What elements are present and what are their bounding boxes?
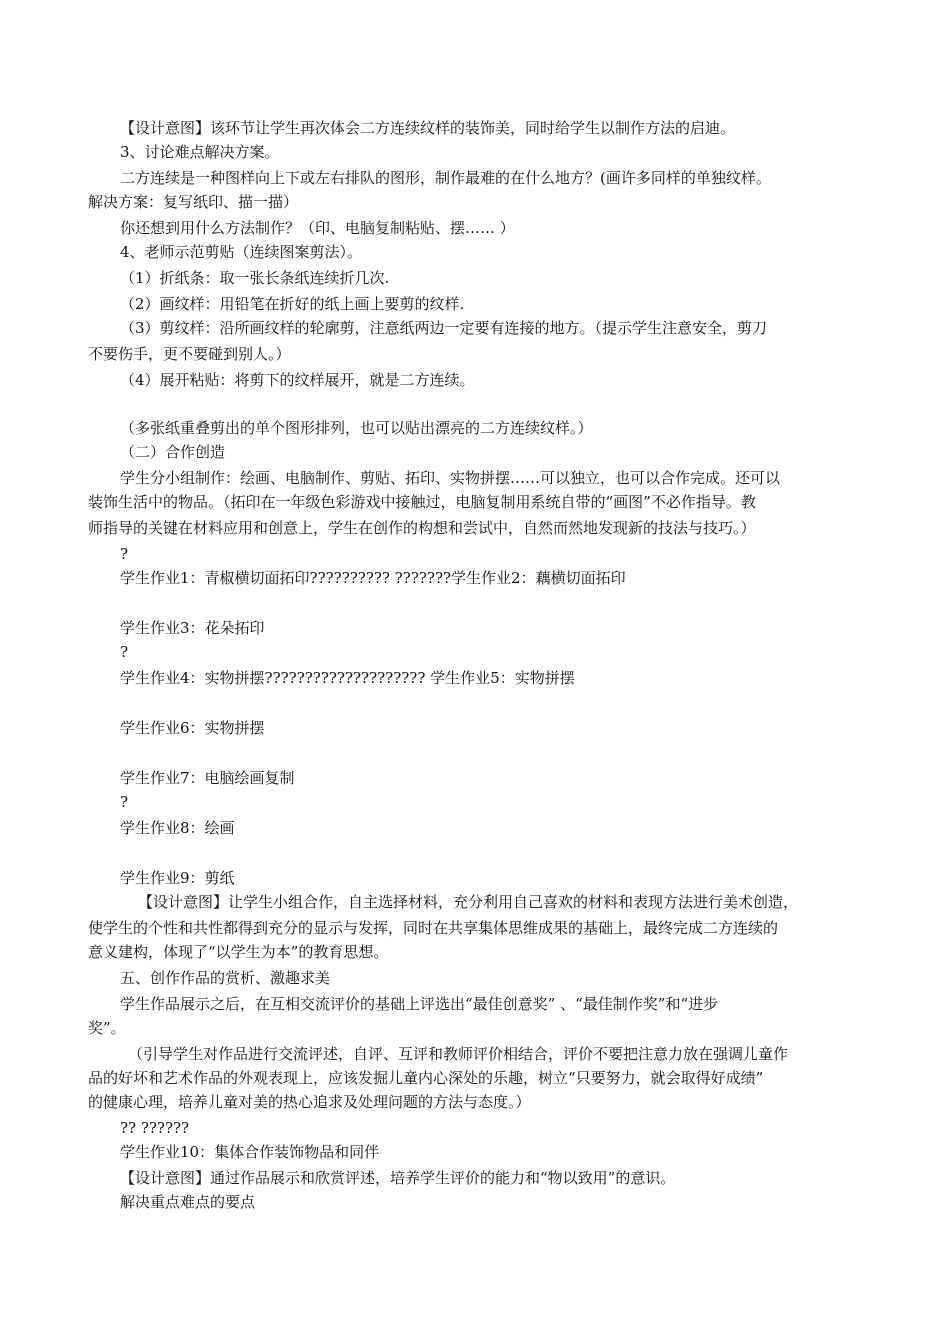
paragraph-line: 奖”。 [88,1019,126,1037]
student-work-caption: 学生作业6：实物拼摆 [120,719,265,737]
student-work-caption: 学生作业4：实物拼摆???????????????????? 学生作业5：实物拼摆 [120,669,575,687]
paragraph-line: 师指导的关键在材料应用和创意上，学生在创作的构想和尝试中，自然而然地发现新的技法与技巧。） [88,519,756,537]
paragraph-line: 的健康心理，培养儿童对美的热心追求及处理问题的方法与态度。） [88,1093,531,1111]
paragraph-line: 使学生的个性和共性都得到充分的显示与发挥，同时在共享集体思维成果的基础上，最终完成二方连续的 [88,919,779,937]
student-work-caption: 学生作业9：剪纸 [120,869,235,887]
image-placeholder-mark: ? [120,643,129,661]
image-placeholder-mark: ? [120,793,129,811]
section-heading-five: 五、创作作品的赏析、激趣求美 [120,969,331,987]
paragraph-line: 二方连续是一种图样向上下或左右排队的图形，制作最难的在什么地方？(画许多同样的单独纹样。 [120,169,771,187]
image-placeholder-mark: ? [120,545,129,563]
list-item: （4）展开粘贴：将剪下的纹样展开，就是二方连续。 [120,371,475,389]
paragraph-line: （引导学生对作品进行交流评述，自评、互评和教师评价相结合，评价不要把注意力放在强调儿童作 [128,1045,789,1063]
paragraph-line: 你还想到用什么方法制作？（印、电脑复制粘贴、摆…… ） [120,219,515,237]
step-4-heading: 4、老师示范剪贴（连续图案剪法）。 [120,243,363,261]
list-item: （3）剪纹样：沿所画纹样的轮廓剪，注意纸两边一定要有连接的地方。（提示学生注意安全，剪刀 [120,319,768,337]
list-item: （2）画纹样：用铅笔在折好的纸上画上要剪的纹样. [120,295,465,313]
paragraph-line: 品的好坏和艺术作品的外观表现上，应该发掘儿童内心深处的乐趣，树立“只要努力，就会取得好成绩” [88,1069,764,1087]
student-work-caption: 学生作业1：青椒横切面拓印?????????? ???????学生作业2：藕横切面拓印 [120,569,626,587]
student-work-caption: 学生作业8：绘画 [120,819,235,837]
section-heading-cooperation: （二）合作创造 [120,443,226,461]
paragraph-line: 学生分小组制作：绘画、电脑制作、剪贴、拓印、实物拼摆……可以独立，也可以合作完成。还可以 [120,469,781,487]
design-intent-3: 【设计意图】通过作品展示和欣赏评述，培养学生评价的能力和“物以致用”的意识。 [120,1169,676,1187]
student-work-caption: 学生作业10：集体合作装饰物品和同伴 [120,1143,380,1161]
section-heading-key-points: 解决重点难点的要点 [120,1193,256,1211]
list-item: （1）折纸条：取一张长条纸连续折几次. [120,269,390,287]
paragraph-line: 装饰生活中的物品。（拓印在一年级色彩游戏中接触过，电脑复制用系统自带的“画图”不必作指导。教 [88,493,756,511]
list-item-continued: 不要伤手，更不要碰到别人。） [88,345,291,363]
step-3-heading: 3、讨论难点解决方案。 [120,143,280,161]
paragraph-line: （多张纸重叠剪出的单个图形排列，也可以贴出漂亮的二方连续纹样。） [120,419,593,437]
student-work-caption: 学生作业7：电脑绘画复制 [120,769,295,787]
paragraph-line: 学生作品展示之后，在互相交流评价的基础上评选出“最佳创意奖” 、“最佳制作奖”和“进步 [120,995,719,1013]
image-placeholder-mark: ?? ?????? [120,1119,190,1137]
design-intent-1: 【设计意图】该环节让学生再次体会二方连续纹样的装饰美，同时给学生以制作方法的启迪。 [120,119,736,137]
student-work-caption: 学生作业3：花朵拓印 [120,619,265,637]
design-intent-2: 【设计意图】让学生小组合作，自主选择材料，充分利用自己喜欢的材料和表现方法进行美术创造， [138,893,799,911]
paragraph-line: 解决方案：复写纸印、描一描） [88,193,299,211]
paragraph-line: 意义建构，体现了“以学生为本”的教育思想。 [88,943,389,961]
